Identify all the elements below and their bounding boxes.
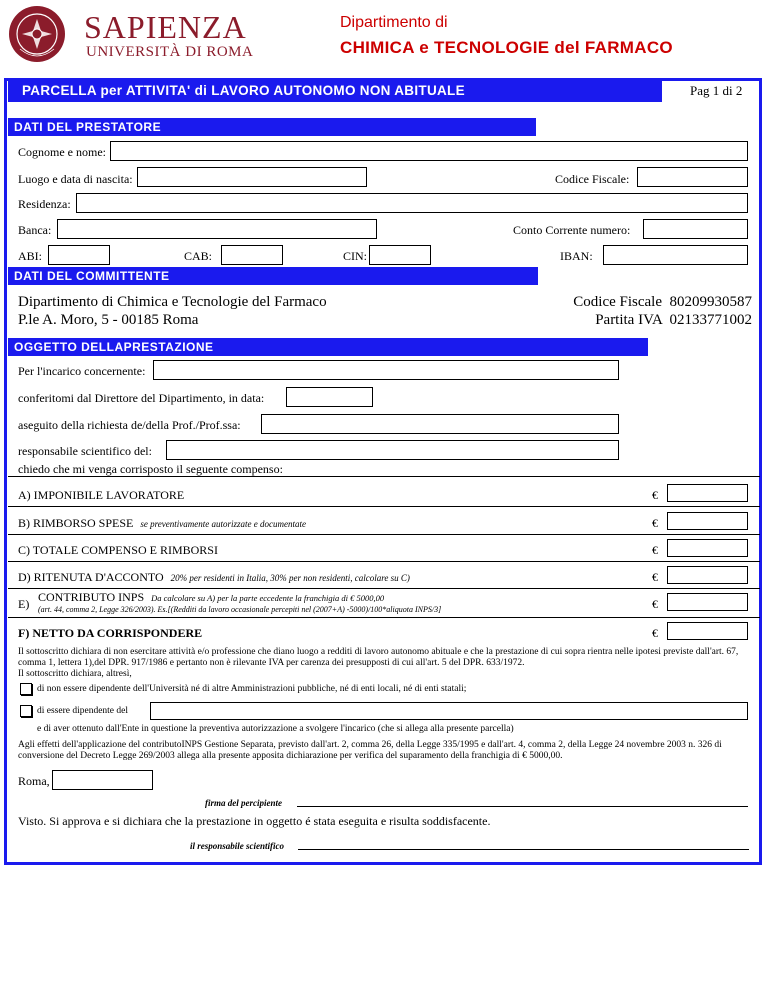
codice-fiscale-label: Codice Fiscale:	[555, 172, 630, 186]
conto-field[interactable]	[643, 219, 748, 239]
autorizzazione-text: e di aver ottenuto dall'Ente in questione la preventiva autorizzazione a svolgere l'incarico (che si allega alla presente parcella)	[37, 724, 514, 734]
rimborso-field[interactable]	[667, 512, 748, 530]
university-seal	[8, 5, 66, 63]
row-b-label: B) RIMBORSO SPESE	[18, 516, 134, 530]
euro-sign: €	[652, 597, 658, 611]
page-number: Pag 1 di 2	[690, 83, 743, 98]
inps-dichiarazione-text: Agli effetti dell'applicazione del contributoINPS Gestione Separata, previsto dall'art. 2, comma 26, della Legge 335/1995 e dall'art. 4, comma 2, della Legge 24 novembre 2003 n. 326 di conversione del Decreto Legge 269/2003 allega alla presente apposita dichiarazione per verifica del suparamento della franchigia di € 5000,00.	[18, 740, 722, 761]
section-prestatore-heading: DATI DEL PRESTATORE	[8, 118, 536, 136]
responsabile-firma-label: il responsabile scientifico	[190, 841, 284, 851]
responsabile-label: responsabile scientifico del:	[18, 444, 152, 458]
inps-field[interactable]	[667, 593, 748, 611]
abi-label: ABI:	[18, 249, 42, 263]
firma-percipiente-label: firma del percipiente	[205, 798, 282, 808]
residenza-label: Residenza:	[18, 197, 71, 211]
non-dipendente-checkbox[interactable]	[20, 683, 32, 695]
conferito-label: conferitomi dal Direttore del Dipartimento, in data:	[18, 391, 265, 405]
dichiarazione-altresi: Il sottoscritto dichiara, altresì,	[18, 669, 132, 679]
dipendente-label: di essere dipendente del	[37, 706, 129, 716]
dichiarazione-text: Il sottoscritto dichiara di non esercitare attività e/o professione che diano luogo a redditi di lavoro autonomo abituale e che la prestazione di cui sopra rientra nelle ipotesi previste dall'art. 67, comma 1, lettera 1),del DPR. 917/1986 e pertanto non è rilevante IVA per carenza dei presupposti di cui all'art. 5 del DPR. 633/1972.	[18, 647, 739, 668]
row-e-note2: (art. 44, comma 2, Legge 326/2003). Es.[(Redditi da lavoro occasionale percepiti nel (2007+A) -5000)/100*aliquota INPS/3]	[38, 605, 442, 614]
luogo-field[interactable]	[137, 167, 367, 187]
cognome-label: Cognome e nome:	[18, 145, 106, 159]
committente-partita-iva: Partita IVA 02133771002	[595, 312, 752, 328]
euro-sign: €	[652, 626, 658, 640]
totale-field[interactable]	[667, 539, 748, 557]
department-line1: Dipartimento di	[340, 14, 448, 31]
row-b-note: se preventivamente autorizzate e documentate	[140, 519, 306, 529]
conto-label: Conto Corrente numero:	[513, 223, 631, 237]
row-d-note: 20% per residenti in Italia, 30% per non residenti, calcolare su C)	[170, 573, 410, 583]
divider	[8, 506, 760, 507]
department-line2: CHIMICA e TECNOLOGIE del FARMACO	[340, 38, 673, 57]
divider	[8, 588, 760, 589]
responsabile-field[interactable]	[166, 440, 619, 460]
divider	[8, 561, 760, 562]
residenza-field[interactable]	[76, 193, 748, 213]
cin-field[interactable]	[369, 245, 431, 265]
row-e-label: CONTRIBUTO INPS	[38, 590, 145, 604]
row-b	[18, 516, 306, 531]
ritenuta-field[interactable]	[667, 566, 748, 584]
visto-text: Visto. Si approva e si dichiara che la prestazione in oggetto é stata eseguita e risulta soddisfacente.	[18, 814, 491, 828]
incarico-label: Per l'incarico concernente:	[18, 364, 146, 378]
committente-name: Dipartimento di Chimica e Tecnologie del Farmaco	[18, 294, 327, 310]
logo-subtitle: UNIVERSITÀ DI ROMA	[86, 44, 254, 60]
row-e-letter: E)	[18, 597, 30, 611]
row-c-label: C) TOTALE COMPENSO E RIMBORSI	[18, 543, 218, 557]
row-e	[38, 590, 384, 605]
row-f-label: F) NETTO DA CORRISPONDERE	[18, 626, 203, 640]
non-dipendente-label: di non essere dipendente dell'Università né di altre Amministrazioni pubbliche, né di enti locali, né di enti statali;	[37, 684, 467, 694]
imponibile-field[interactable]	[667, 484, 748, 502]
banca-label: Banca:	[18, 223, 52, 237]
euro-sign: €	[652, 516, 658, 530]
divider	[8, 617, 760, 618]
iban-field[interactable]	[603, 245, 748, 265]
committente-address: P.le A. Moro, 5 - 00185 Roma	[18, 312, 199, 328]
row-a-label: A) IMPONIBILE LAVORATORE	[18, 488, 185, 502]
euro-sign: €	[652, 543, 658, 557]
abi-field[interactable]	[48, 245, 110, 265]
divider	[8, 534, 760, 535]
form-title: PARCELLA per ATTIVITA' di LAVORO AUTONOMO NON ABITUALE	[22, 83, 465, 98]
roma-label: Roma,	[18, 774, 50, 788]
banca-field[interactable]	[57, 219, 377, 239]
data-field[interactable]	[52, 770, 153, 790]
euro-sign: €	[652, 570, 658, 584]
netto-field[interactable]	[667, 622, 748, 640]
cin-label: CIN:	[343, 249, 367, 263]
row-e-note1: Da calcolare su A) per la parte eccedente la franchigia di € 5000,00	[151, 593, 385, 603]
section-oggetto-heading: OGGETTO DELLAPRESTAZIONE	[8, 338, 648, 356]
richiesta-label: aseguito della richiesta de/della Prof./Prof.ssa:	[18, 418, 241, 432]
conferito-date-field[interactable]	[286, 387, 373, 407]
row-d-label: D) RITENUTA D'ACCONTO	[18, 570, 164, 584]
cognome-field[interactable]	[110, 141, 748, 161]
luogo-label: Luogo e data di nascita:	[18, 172, 133, 186]
row-d	[18, 570, 410, 585]
logo-name: SAPIENZA	[84, 9, 247, 45]
incarico-field[interactable]	[153, 360, 619, 380]
richiesta-field[interactable]	[261, 414, 619, 434]
chiedo-text: chiedo che mi venga corrisposto il seguente compenso:	[18, 462, 283, 476]
codice-fiscale-field[interactable]	[637, 167, 748, 187]
section-committente-heading: DATI DEL COMMITTENTE	[8, 267, 538, 285]
responsabile-firma-line[interactable]	[298, 849, 749, 850]
ente-field[interactable]	[150, 702, 748, 720]
firma-percipiente-line[interactable]	[297, 806, 748, 807]
committente-codice-fiscale: Codice Fiscale 80209930587	[573, 294, 752, 310]
euro-sign: €	[652, 488, 658, 502]
dipendente-checkbox[interactable]	[20, 705, 32, 717]
iban-label: IBAN:	[560, 249, 593, 263]
cab-field[interactable]	[221, 245, 283, 265]
divider	[8, 476, 760, 477]
cab-label: CAB:	[184, 249, 213, 263]
